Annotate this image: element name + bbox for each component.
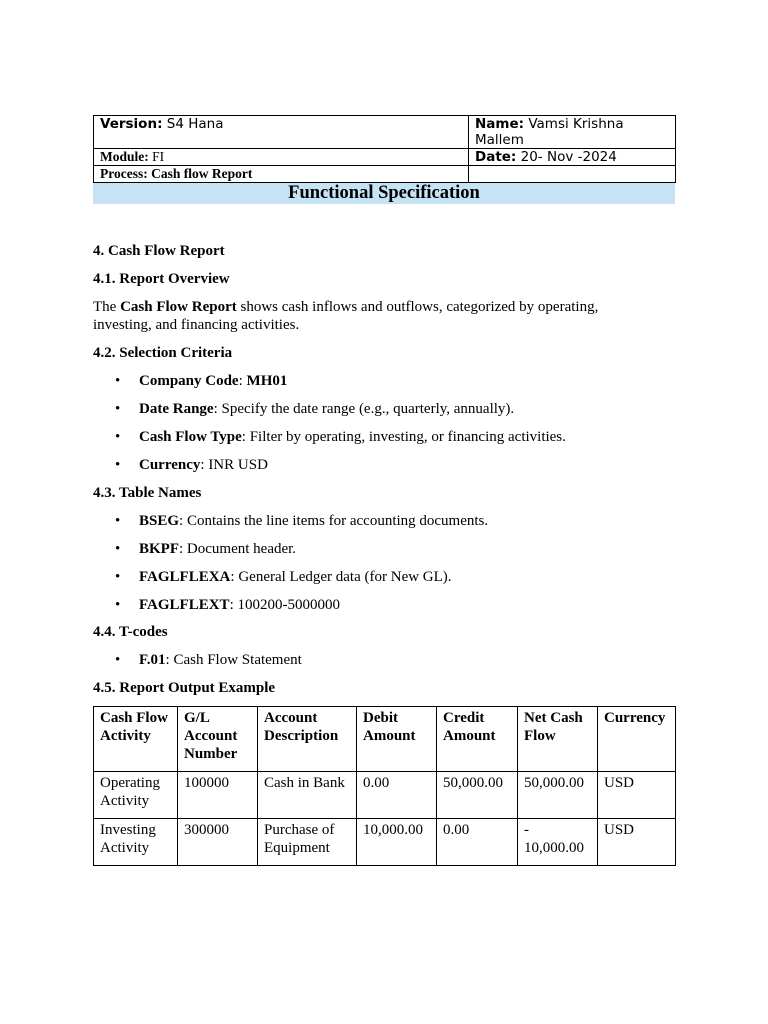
process-label: Process:: [100, 166, 148, 181]
list-item: [93, 372, 675, 400]
criteria-value: Filter by operating, investing, or financing activities.: [249, 429, 566, 445]
table-name-value: General Ledger data (for New GL).: [238, 569, 452, 585]
overview-text-post: shows cash inflows and outflows, categorized by operating, investing, and financing activities.: [93, 299, 599, 333]
version-label: Version:: [100, 116, 163, 132]
table-name-label: FAGLFLEXT: [139, 597, 230, 613]
criteria-label: Company Code: [139, 373, 239, 389]
list-item: [93, 568, 675, 596]
module-label: Module:: [100, 149, 149, 164]
tcodes-list: [93, 651, 675, 679]
table-cell: Investing Activity: [94, 819, 178, 866]
header-table: [93, 115, 676, 183]
criteria-label: Cash Flow Type: [139, 429, 242, 445]
table-name-label: BSEG: [139, 513, 180, 529]
document-page: [93, 115, 675, 856]
table-row: [94, 772, 676, 819]
table-name-label: BKPF: [139, 541, 179, 557]
separator: :: [229, 597, 238, 613]
list-item: [93, 456, 675, 484]
criteria-label: Currency: [139, 457, 201, 473]
list-item: [93, 540, 675, 568]
separator: :: [241, 429, 250, 445]
heading-report-output-example: 4.5. Report Output Example: [93, 680, 276, 696]
table-header-row: [94, 707, 676, 772]
heading-report-overview: 4.1. Report Overview: [93, 271, 230, 287]
table-cell: USD: [598, 772, 676, 819]
tables-list: [93, 512, 675, 624]
report-output-table: [93, 706, 676, 866]
version-value: S4 Hana: [166, 116, 224, 132]
empty-cell: [469, 166, 676, 183]
tcode-label: F.01: [139, 652, 166, 668]
separator: :: [179, 513, 187, 529]
name-cell: [469, 116, 676, 149]
criteria-value: INR USD: [208, 457, 268, 473]
heading-t-codes: 4.4. T-codes: [93, 624, 168, 640]
criteria-list: [93, 372, 675, 484]
bullet-icon: •: [115, 513, 121, 529]
criteria-label: Date Range: [139, 401, 214, 417]
table-cell: Operating Activity: [94, 772, 178, 819]
table-cell: 100000: [178, 772, 258, 819]
table-cell: - 10,000.00: [518, 819, 598, 866]
separator: :: [200, 457, 209, 473]
column-header: Account Description: [258, 707, 357, 772]
table-cell: USD: [598, 819, 676, 866]
table-cell: 300000: [178, 819, 258, 866]
separator: :: [179, 541, 187, 557]
table-name-label: FAGLFLEXA: [139, 569, 231, 585]
table-cell: Purchase of Equipment: [258, 819, 357, 866]
bullet-icon: •: [115, 541, 121, 557]
bullet-icon: •: [115, 429, 121, 445]
list-item: [93, 512, 675, 540]
process-cell: [94, 166, 469, 183]
column-header: Debit Amount: [357, 707, 437, 772]
bullet-icon: •: [115, 652, 121, 668]
column-header: Currency: [598, 707, 676, 772]
document-title: Functional Specification: [93, 183, 675, 204]
separator: :: [165, 652, 174, 668]
overview-text-bold: Cash Flow Report: [120, 299, 237, 315]
table-name-value: Document header.: [186, 541, 297, 557]
bullet-icon: •: [115, 373, 121, 389]
column-header: Credit Amount: [437, 707, 518, 772]
criteria-value: Specify the date range (e.g., quarterly, annually).: [221, 401, 515, 417]
bullet-icon: •: [115, 597, 121, 613]
overview-paragraph: [93, 298, 653, 334]
date-cell: [469, 149, 676, 166]
list-item: [93, 596, 675, 624]
separator: :: [238, 373, 247, 389]
process-value: Cash flow Report: [151, 166, 253, 181]
name-label: Name:: [475, 116, 525, 132]
table-cell: 10,000.00: [357, 819, 437, 866]
name-value: Vamsi Krishna Mallem: [475, 116, 624, 148]
heading-cash-flow-report: 4. Cash Flow Report: [93, 243, 225, 259]
separator: :: [230, 569, 239, 585]
version-cell: [94, 116, 469, 149]
table-cell: Cash in Bank: [258, 772, 357, 819]
table-row: [94, 819, 676, 866]
table-cell: 50,000.00: [518, 772, 598, 819]
bullet-icon: •: [115, 401, 121, 417]
criteria-value: MH01: [246, 373, 288, 389]
module-cell: [94, 149, 469, 166]
heading-table-names: 4.3. Table Names: [93, 485, 202, 501]
date-value: 20- Nov -2024: [520, 149, 617, 165]
column-header: Cash Flow Activity: [94, 707, 178, 772]
table-cell: 0.00: [437, 819, 518, 866]
list-item: [93, 651, 675, 679]
list-item: [93, 428, 675, 456]
table-cell: 50,000.00: [437, 772, 518, 819]
column-header: G/L Account Number: [178, 707, 258, 772]
heading-selection-criteria: 4.2. Selection Criteria: [93, 345, 233, 361]
module-value: FI: [152, 149, 165, 164]
table-name-value: 100200-5000000: [237, 597, 340, 613]
date-label: Date:: [475, 149, 517, 165]
table-cell: 0.00: [357, 772, 437, 819]
bullet-icon: •: [115, 569, 121, 585]
column-header: Net Cash Flow: [518, 707, 598, 772]
tcode-value: Cash Flow Statement: [173, 652, 302, 668]
list-item: [93, 400, 675, 428]
overview-text-pre: The: [93, 299, 121, 315]
separator: :: [213, 401, 222, 417]
table-name-value: Contains the line items for accounting documents.: [186, 513, 489, 529]
bullet-icon: •: [115, 457, 121, 473]
